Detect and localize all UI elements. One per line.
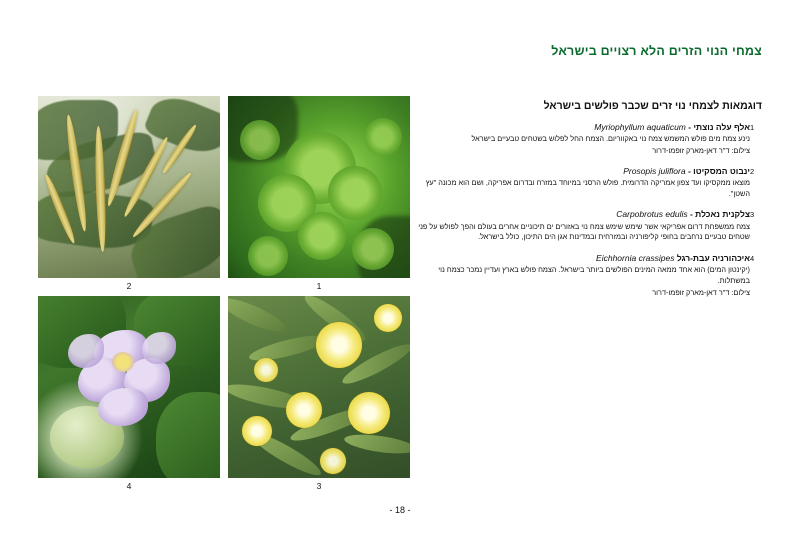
list-item bbox=[402, 209, 762, 244]
entry-photo-credit: צילום: ד"ר דאן-מארק זופמו-דרור bbox=[652, 287, 750, 297]
entry-name-hebrew: איכהורניה עבת-רגל bbox=[676, 252, 750, 263]
figure-carpobrotus bbox=[228, 296, 410, 496]
entry-heading bbox=[404, 209, 750, 220]
section-title: דוגמאות לצמחי נוי זרים שכבר פולשים בישראל bbox=[543, 100, 762, 112]
entry-body bbox=[402, 166, 750, 201]
entry-name-hebrew: אלף עלה נוצתי - bbox=[688, 122, 750, 132]
entry-body bbox=[402, 122, 750, 157]
entry-heading bbox=[404, 122, 750, 133]
figure-caption: 3 bbox=[316, 481, 322, 491]
entry-description: מוצאו ממקסיקו ועד צפון אמריקה הדרומית. פולש הרסני במיוחד במזרח ובדרום אפריקה, ושם הוא מכונה "עץ השטן". bbox=[425, 178, 750, 198]
entry-photo-credit: צילום: ד"ר דאן-מארק זופמו-דרור bbox=[652, 146, 750, 156]
entry-name-latin: Prosopis juliflora bbox=[623, 165, 686, 176]
entry-description: נינע צמח מים פולש המשמש צמח נוי באקווריום. הצמח החל לפלוש בשטחים טבעיים בישראל bbox=[471, 134, 750, 144]
entry-number: 2 bbox=[750, 166, 755, 176]
figure-row-bottom bbox=[38, 296, 410, 496]
carpobrotus-edulis-photo bbox=[228, 296, 410, 478]
entry-body bbox=[402, 253, 750, 298]
text-column bbox=[402, 100, 762, 307]
page-number: - 18 - bbox=[389, 505, 411, 515]
figure-eichhornia bbox=[38, 296, 220, 496]
figure-caption: 1 bbox=[316, 281, 322, 291]
prosopis-juliflora-photo bbox=[38, 96, 220, 278]
list-item bbox=[402, 253, 762, 298]
entry-description: צמח ממשפחת דרום אפריקאי אשר שימש שימש צמח נוי באזורים ים תיכוניים אחרים בעולם והפך לפולש על פני שטחים טבעיים נרחבים בחופי קליפורניה ובמזרחית ובמדינות אגן הים התיכון, כולל בישראל. bbox=[418, 221, 750, 242]
entry-description: (יקינטון המים) הוא אחד ממאה המינים הפולשים ביותר בישראל. הצמח פולש בארץ ועדיין נמכר כצמח נוי במשתלות. bbox=[438, 265, 750, 285]
figure-myriophyllum bbox=[228, 96, 410, 296]
entry-name-latin: Carpobrotus edulis bbox=[616, 209, 688, 220]
entry-name-hebrew: ינבוט המסקיטו - bbox=[687, 165, 750, 176]
entry-number: 4 bbox=[750, 253, 755, 263]
entry-number: 1 bbox=[750, 123, 755, 132]
figure-caption: 4 bbox=[126, 481, 132, 491]
figure-row-top bbox=[38, 96, 410, 296]
figure-prosopis bbox=[38, 96, 220, 296]
entry-name-latin: Myriophyllum aquaticum bbox=[594, 122, 686, 132]
entry-name-latin: Eichhornia crassipes bbox=[596, 252, 675, 263]
list-item bbox=[402, 122, 762, 157]
myriophyllum-aquaticum-photo bbox=[228, 96, 410, 278]
figure-caption: 2 bbox=[126, 281, 132, 291]
entry-heading bbox=[404, 253, 750, 264]
entry-body bbox=[402, 209, 750, 244]
figure-grid bbox=[38, 96, 410, 496]
list-item bbox=[402, 166, 762, 201]
entry-number: 3 bbox=[750, 210, 755, 220]
page-title: צמחי הנוי הזרים הלא רצויים בישראל bbox=[551, 44, 762, 58]
entry-name-hebrew: צלקנית נאכלת - bbox=[689, 209, 750, 220]
entry-heading bbox=[404, 166, 750, 177]
eichhornia-crassipes-photo bbox=[38, 296, 220, 478]
